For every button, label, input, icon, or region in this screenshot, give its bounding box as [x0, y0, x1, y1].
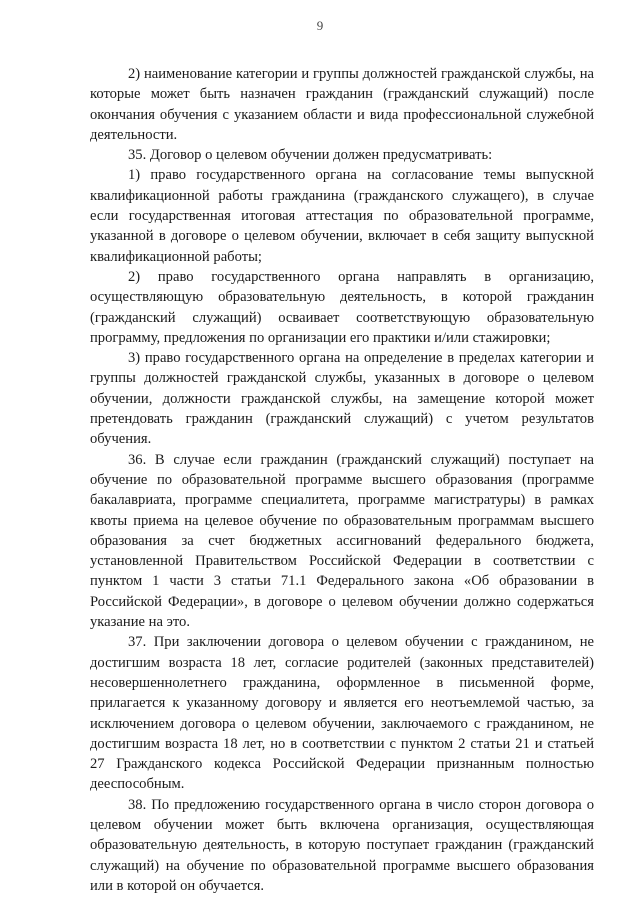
paragraph-35: 35. Договор о целевом обучении должен предусматривать:: [128, 147, 493, 164]
paragraph-36: 36. В случае если гражданин (гражданский служащий) поступает на обучение по образовательной программе высшего образования (программе бакалавриата, программе специалитета, программе магистратуры) в рамках квоты приема на целевое обучение по образовательным программам высшего образования за счет бюджетных ассигнований федерального бюджета, установленной Правительством Российской Федерации в соответствии с пунктом 1 части 3 статьи 71.1 Федерального закона «Об образовании в Российской Федерации», в договоре о целевом обучении должно содержаться указание на это.: [90, 451, 594, 631]
paragraph-item-2: 2) наименование категории и группы должностей гражданской службы, на которые может быть назначен гражданин (гражданский служащий) после окончания обучения с указанием области и вида профессиональной служебной деятельности.: [90, 66, 594, 143]
paragraph-35-item-1: 1) право государственного органа на согласование темы выпускной квалификационной работы гражданина (гражданского служащего), в случае если государственная итоговая аттестация по образовательной программе, указанной в договоре о целевом обучении, включает в себя защиту выпускной квалификационной работы;: [90, 167, 594, 265]
paragraph-35-item-2: 2) право государственного органа направлять в организацию, осуществляющую образовательную деятельность, в которой гражданин (гражданский служащий) осваивает соответствующую образовательную программу, предложения по организации его практики и/или стажировки;: [90, 268, 594, 346]
paragraph-37: 37. При заключении договора о целевом обучении с гражданином, не достигшим возраста 18 лет, согласие родителей (законных представителей) несовершеннолетнего гражданина, оформленное в письменной форме, прилагается к указанному договору и является его неотъемлемой частью, за исключением договора о целевом обучении, заключаемого с гражданином, не достигшим возраста 18 лет, но в соответствии с пунктом 2 статьи 21 и статьей 27 Гражданского кодекса Российской Федерации признанным полностью дееспособным.: [90, 634, 594, 793]
paragraph-35-item-3: 3) право государственного органа на определение в пределах категории и группы должностей гражданской службы, указанных в договоре о целевом обучении, должности гражданской службы, на замещение которой может претендовать гражданин (гражданский служащий) с учетом результатов обучения.: [90, 350, 594, 448]
document-body: [90, 64, 594, 896]
page-number: 9: [316, 18, 324, 33]
paragraph-38: 38. По предложению государственного органа в число сторон договора о целевом обучении может быть включена организация, осуществляющая образовательную деятельность, в которую поступает гражданин (гражданский служащий) на обучение по образовательной программе высшего образования или в которой он обучается.: [90, 796, 594, 894]
